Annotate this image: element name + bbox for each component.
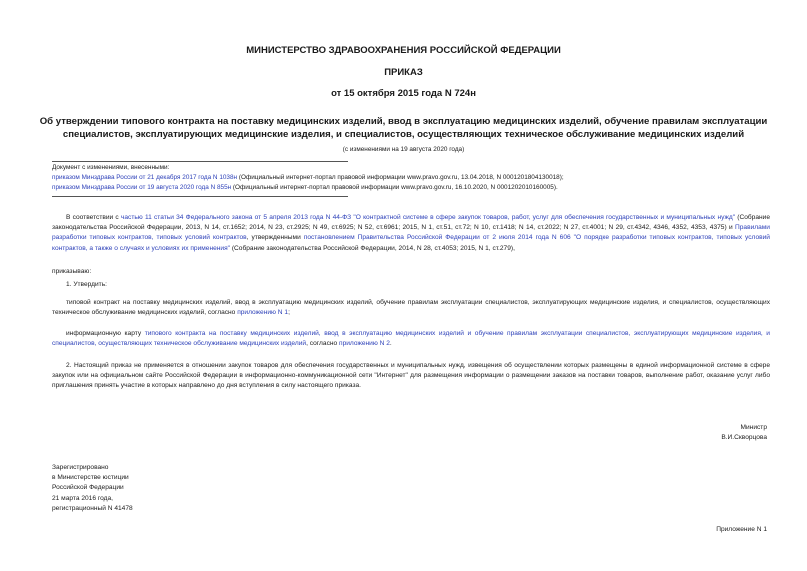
item-1: 1. Утвердить: bbox=[66, 281, 107, 288]
item-2-paragraph: 2. Настоящий приказ не применяется в отношении закупок товаров для обеспечения государственных и муниципальных нужд, извещения об осуществлении которых размещены в единой информационной системе в сфере закупок или на официальном сайте Российской Федерации в информационно-коммуникационной сети "Интернет" для размещения информации о размещении заказов на поставки товаров, выполнение работ, оказание услуг либо приглашения принять участие в которых направлено до дня вступления в силу настоящего приказа. bbox=[52, 362, 770, 390]
preamble-paragraph bbox=[52, 213, 770, 254]
approve-text: типовой контракт на поставку медицинских изделий, ввод в эксплуатацию медицинских изделий, обучение правилам эксплуатации специалистов, эксплуатирующих медицинские изделия, и специалистов, осуществляющих техническое обслуживание медицинских изделий, согласно bbox=[52, 299, 770, 317]
revision-note: (с изменениями на 19 августа 2020 года) bbox=[342, 146, 465, 153]
order-word: приказываю: bbox=[52, 268, 92, 275]
approve-contract-paragraph bbox=[52, 298, 770, 318]
change-item bbox=[52, 183, 772, 193]
approve-text: . bbox=[389, 340, 392, 348]
preamble-text: (Собрание законодательства Российской Федерации, 2014, N 28, ст.4053; 2015, N 1, ст.279), bbox=[230, 244, 515, 252]
divider-bottom bbox=[52, 196, 348, 197]
government-decree-link[interactable]: постановлением Правительства Российской Федерации от 2 июля 2014 года N 606 "О порядке разработки типовых контрактов, типовых условий контрактов, а также о случаях и условиях их применения" bbox=[52, 234, 770, 252]
ministry-heading: МИНИСТЕРСТВО ЗДРАВООХРАНЕНИЯ РОССИЙСКОЙ ФЕДЕРАЦИИ bbox=[246, 45, 561, 56]
preamble-text: , утвержденными bbox=[246, 234, 304, 242]
registration-line: регистрационный N 41478 bbox=[52, 504, 133, 512]
registration-line: 21 марта 2016 года, bbox=[52, 494, 113, 502]
registration-line: Российской Федерации bbox=[52, 484, 124, 492]
change-item bbox=[52, 173, 772, 183]
divider-top bbox=[52, 161, 348, 162]
signer-position: Министр bbox=[740, 424, 767, 431]
order-title bbox=[0, 115, 807, 141]
registration-block bbox=[52, 463, 133, 514]
appendix-1-link[interactable]: приложению N 1 bbox=[237, 309, 289, 317]
change-source: (Официальный интернет-портал правовой информации www.pravo.gov.ru, 16.10.2020, N 0001202010160005). bbox=[231, 184, 558, 191]
approve-infocard-paragraph bbox=[52, 329, 770, 349]
signature-block bbox=[721, 423, 767, 443]
registration-line: Зарегистрировано bbox=[52, 464, 109, 471]
change-link[interactable]: приказом Минздрава России от 19 августа 2020 года N 855н bbox=[52, 184, 232, 191]
rules-link[interactable]: Правилами разработки типовых контрактов, типовых условий контрактов bbox=[52, 224, 770, 242]
signer-name: В.И.Скворцова bbox=[721, 434, 767, 442]
changes-intro: Документ с изменениями, внесенными: bbox=[52, 164, 170, 171]
infocard-link[interactable]: типового контракта на поставку медицинских изделий, ввод в эксплуатацию медицинских изделий и обучение правилам эксплуатации специалистов, эксплуатирующих медицинские изделия, и специалистов, осуществляющих техническое обслуживание медицинских изделий bbox=[52, 330, 770, 348]
change-link[interactable]: приказом Минздрава России от 21 декабря 2017 года N 1038н bbox=[52, 174, 238, 181]
order-date-number: от 15 октября 2015 года N 724н bbox=[331, 88, 476, 99]
changes-block bbox=[52, 163, 772, 193]
registration-line: в Министерстве юстиции bbox=[52, 474, 129, 482]
title-line-1: Об утверждении типового контракта на поставку медицинских изделий, ввод в эксплуатацию медицинских изделий, обучение правилам эксплуатации bbox=[39, 116, 768, 127]
approve-text: информационную карту bbox=[66, 330, 145, 337]
preamble-text: (Собрание законодательства Российской Федерации, 2013, N 14, ст.1652; 2014, N 23, ст.2925; N 49, ст.6925; N 52, ст.6961; 2015, N 1, ст.51, ст.72; N 10, ст.1418; N 14, ст.2022; N 27, ст.4001; N 29, ст.4342, 4346, 4352, 4353, 4375) и bbox=[52, 214, 771, 232]
document-type: ПРИКАЗ bbox=[384, 67, 423, 78]
federal-law-link[interactable]: частью 11 статьи 34 Федерального закона от 5 апреля 2013 года N 44-ФЗ "О контрактной системе в сфере закупок товаров, работ, услуг для обеспечения государственных и муниципальных нужд" bbox=[120, 214, 736, 221]
change-source: (Официальный интернет-портал правовой информации www.pravo.gov.ru, 13.04.2018, N 0001201804130018); bbox=[237, 174, 564, 181]
title-line-2: специалистов, эксплуатирующих медицинские изделия, и специалистов, осуществляющих техническое обслуживание медицинских изделий bbox=[62, 129, 745, 140]
approve-text: ; bbox=[288, 309, 290, 317]
preamble-text: В соответствии с bbox=[66, 214, 121, 221]
appendix-2-link[interactable]: приложению N 2 bbox=[339, 340, 390, 348]
approve-text: , согласно bbox=[306, 340, 340, 348]
appendix-label: Приложение N 1 bbox=[716, 526, 767, 533]
